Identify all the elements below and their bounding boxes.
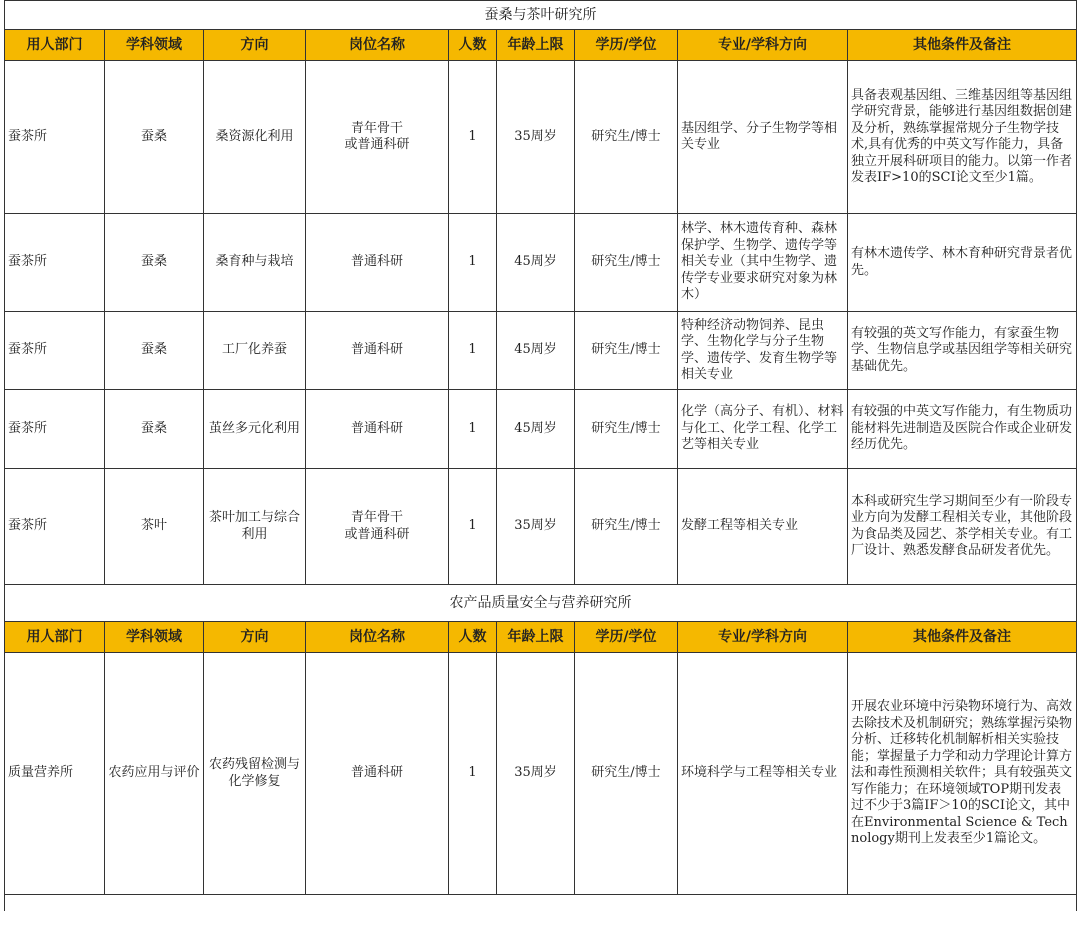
cell-field: 蚕桑	[105, 390, 204, 469]
header-cell-position: 岗位名称	[306, 622, 449, 653]
header-cell-dept: 用人部门	[5, 622, 105, 653]
header-cell-count: 人数	[449, 622, 497, 653]
header-cell-major: 专业/学科方向	[678, 622, 848, 653]
header-row	[5, 30, 1077, 61]
cell-dept: 蚕茶所	[5, 61, 105, 214]
cell-field: 蚕桑	[105, 214, 204, 312]
cell-field: 蚕桑	[105, 312, 204, 390]
cell-major: 化学（高分子、有机）、材料与化工、化学工程、化学工艺等相关专业	[678, 390, 848, 469]
next-section-edge	[5, 895, 1077, 912]
table-row	[5, 214, 1077, 312]
table-row	[5, 469, 1077, 585]
cell-degree: 研究生/博士	[575, 653, 678, 895]
cell-field: 蚕桑	[105, 61, 204, 214]
cell-direction: 茧丝多元化利用	[204, 390, 306, 469]
cell-degree: 研究生/博士	[575, 312, 678, 390]
section-title: 农产品质量安全与营养研究所	[5, 585, 1077, 622]
cell-notes: 有较强的中英文写作能力，有生物质功能材料先进制造及医院合作或企业研发经历优先。	[848, 390, 1077, 469]
cell-dept: 蚕茶所	[5, 390, 105, 469]
cell-age: 45周岁	[497, 390, 575, 469]
cell-position: 普通科研	[306, 390, 449, 469]
cell-position: 普通科研	[306, 653, 449, 895]
table-row	[5, 61, 1077, 214]
cell-degree: 研究生/博士	[575, 469, 678, 585]
header-cell-major: 专业/学科方向	[678, 30, 848, 61]
cell-age: 35周岁	[497, 61, 575, 214]
cell-notes: 开展农业环境中污染物环境行为、高效去除技术及机制研究；熟练掌握污染物分析、迁移转化机制解析相关实验技能；掌握量子力学和动力学理论计算方法和毒性预测相关软件；具有较强英文写作能力；在环境领域TOP期刊发表过不少于3篇IF＞10的SCI论文，其中在Environmental Science & Technology期刊上发表至少1篇论文。	[848, 653, 1077, 895]
cell-notes: 具备表观基因组、三维基因组等基因组学研究背景，能够进行基因组数据创建及分析，熟练掌握常规分子生物学技术,具有优秀的中英文写作能力，具备独立开展科研项目的能力。以第一作者发表IF>10的SCI论文至少1篇。	[848, 61, 1077, 214]
cell-major: 特种经济动物饲养、昆虫学、生物化学与分子生物学、遗传学、发育生物学等相关专业	[678, 312, 848, 390]
header-cell-notes: 其他条件及备注	[848, 30, 1077, 61]
header-cell-direction: 方向	[204, 30, 306, 61]
table-row	[5, 653, 1077, 895]
cell-direction: 桑资源化利用	[204, 61, 306, 214]
cell-major: 发酵工程等相关专业	[678, 469, 848, 585]
cell-direction: 农药残留检测与化学修复	[204, 653, 306, 895]
cell-position: 普通科研	[306, 312, 449, 390]
cell-degree: 研究生/博士	[575, 214, 678, 312]
cell-count: 1	[449, 312, 497, 390]
cell-dept: 蚕茶所	[5, 469, 105, 585]
header-cell-field: 学科领域	[105, 622, 204, 653]
cell-major: 环境科学与工程等相关专业	[678, 653, 848, 895]
cell-age: 45周岁	[497, 214, 575, 312]
header-cell-field: 学科领域	[105, 30, 204, 61]
header-cell-age: 年龄上限	[497, 30, 575, 61]
header-cell-position: 岗位名称	[306, 30, 449, 61]
cell-notes: 有较强的英文写作能力，有家蚕生物学、生物信息学或基因组学等相关研究基础优先。	[848, 312, 1077, 390]
cell-age: 45周岁	[497, 312, 575, 390]
cell-notes: 有林木遗传学、林木育种研究背景者优先。	[848, 214, 1077, 312]
cell-age: 35周岁	[497, 653, 575, 895]
cell-position: 青年骨干 或普通科研	[306, 61, 449, 214]
cell-count: 1	[449, 61, 497, 214]
header-cell-degree: 学历/学位	[575, 622, 678, 653]
cell-degree: 研究生/博士	[575, 390, 678, 469]
cell-count: 1	[449, 214, 497, 312]
header-cell-dept: 用人部门	[5, 30, 105, 61]
cell-age: 35周岁	[497, 469, 575, 585]
cell-direction: 桑育种与栽培	[204, 214, 306, 312]
header-cell-direction: 方向	[204, 622, 306, 653]
header-cell-degree: 学历/学位	[575, 30, 678, 61]
cell-position: 普通科研	[306, 214, 449, 312]
cell-direction: 工厂化养蚕	[204, 312, 306, 390]
cell-field: 农药应用与评价	[105, 653, 204, 895]
cell-count: 1	[449, 469, 497, 585]
cell-dept: 质量营养所	[5, 653, 105, 895]
cell-degree: 研究生/博士	[575, 61, 678, 214]
section-title-row	[5, 1, 1077, 30]
header-cell-count: 人数	[449, 30, 497, 61]
section-title: 蚕桑与茶叶研究所	[5, 1, 1077, 30]
cell-dept: 蚕茶所	[5, 312, 105, 390]
cell-position: 青年骨干 或普通科研	[306, 469, 449, 585]
table-row	[5, 390, 1077, 469]
cell-field: 茶叶	[105, 469, 204, 585]
cell-major: 林学、林木遗传育种、森林保护学、生物学、遗传学等相关专业（其中生物学、遗传学专业要求研究对象为林木）	[678, 214, 848, 312]
cell-major: 基因组学、分子生物学等相关专业	[678, 61, 848, 214]
recruitment-table	[4, 0, 1077, 911]
header-cell-notes: 其他条件及备注	[848, 622, 1077, 653]
table-row	[5, 312, 1077, 390]
cell-notes: 本科或研究生学习期间至少有一阶段专业方向为发酵工程相关专业，其他阶段为食品类及园艺、茶学相关专业。有工厂设计、熟悉发酵食品研发者优先。	[848, 469, 1077, 585]
header-cell-age: 年龄上限	[497, 622, 575, 653]
header-row	[5, 622, 1077, 653]
cell-direction: 茶叶加工与综合利用	[204, 469, 306, 585]
cell-count: 1	[449, 390, 497, 469]
cell-count: 1	[449, 653, 497, 895]
cell-dept: 蚕茶所	[5, 214, 105, 312]
table-row-partial	[5, 895, 1077, 912]
section-title-row	[5, 585, 1077, 622]
